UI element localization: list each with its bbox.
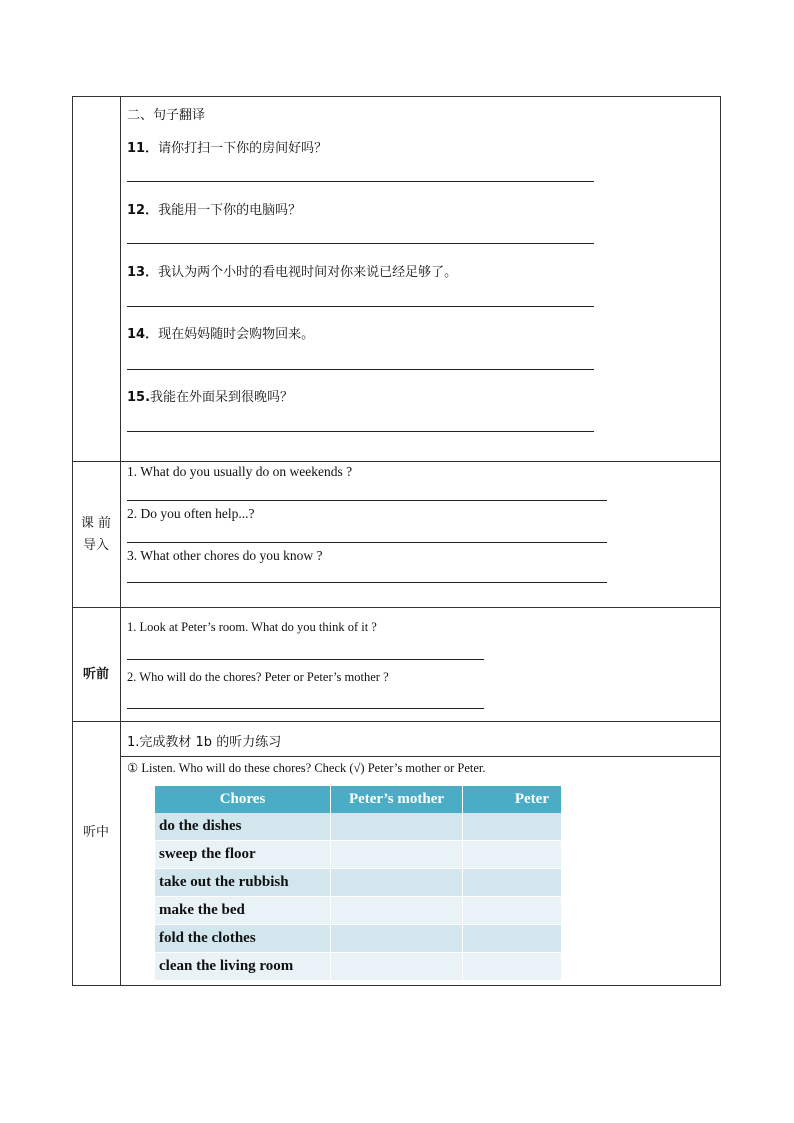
mother-check-cell[interactable]: [331, 953, 463, 981]
table-row: [155, 813, 562, 841]
row-divider: [72, 607, 721, 608]
mother-check-cell[interactable]: [331, 841, 463, 869]
translation-item-11: 11．请你打扫一下你的房间好吗？: [127, 141, 328, 156]
mother-check-cell[interactable]: [331, 869, 463, 897]
mother-check-cell[interactable]: [331, 897, 463, 925]
peter-check-cell[interactable]: [463, 813, 562, 841]
table-row: [155, 869, 562, 897]
header-peter: Peter: [463, 786, 562, 813]
translation-item-14: 14．现在妈妈随时会购物回来。: [127, 327, 315, 342]
chore-cell: make the bed: [155, 897, 331, 925]
listening-instruction: ① Listen. Who will do these chores? Check (√) Peter’s mother or Peter.: [127, 761, 486, 775]
answer-line[interactable]: [127, 369, 594, 370]
answer-line[interactable]: [127, 708, 484, 709]
table-row: [155, 953, 562, 981]
answer-line[interactable]: [127, 243, 594, 244]
mother-check-cell[interactable]: [331, 813, 463, 841]
peter-check-cell[interactable]: [463, 841, 562, 869]
warmup-question-1: 1. What do you usually do on weekends ?: [127, 464, 353, 479]
chore-cell: clean the living room: [155, 953, 331, 981]
translation-item-12: 12．我能用一下你的电脑吗？: [127, 203, 302, 218]
answer-line[interactable]: [127, 659, 484, 660]
answer-line[interactable]: [127, 306, 594, 307]
answer-line[interactable]: [127, 431, 594, 432]
prelisten-label: 听前: [82, 667, 109, 682]
prelisten-question-1: 1. Look at Peter’s room. What do you think of it ?: [127, 620, 377, 634]
translation-item-15: 15.我能在外面呆到很晚吗？: [127, 390, 294, 405]
chore-cell: sweep the floor: [155, 841, 331, 869]
prelisten-question-2: 2. Who will do the chores? Peter or Peter’s mother ?: [127, 670, 389, 684]
column-divider: [120, 96, 121, 986]
header-chores: Chores: [155, 786, 331, 813]
warmup-question-2: 2. Do you often help...?: [127, 506, 255, 521]
header-peters-mother: Peter’s mother: [331, 786, 463, 813]
mother-check-cell[interactable]: [331, 925, 463, 953]
chore-cell: fold the clothes: [155, 925, 331, 953]
table-row: [155, 897, 562, 925]
row-divider: [72, 461, 721, 462]
table-row: [155, 925, 562, 953]
listening-task: 1.完成教材 1b 的听力练习: [127, 735, 282, 750]
translation-item-13: 13．我认为两个小时的看电视时间对你来说已经足够了。: [127, 265, 458, 280]
answer-line[interactable]: [127, 542, 607, 543]
peter-check-cell[interactable]: [463, 953, 562, 981]
translation-heading: 二、句子翻译: [127, 108, 206, 123]
peter-check-cell[interactable]: [463, 897, 562, 925]
peter-check-cell[interactable]: [463, 925, 562, 953]
answer-line[interactable]: [127, 500, 607, 501]
table-row: [155, 841, 562, 869]
whilelisten-label: 听中: [82, 825, 109, 840]
chore-cell: take out the rubbish: [155, 869, 331, 897]
row-divider: [72, 721, 721, 722]
warmup-label: 课 前 导入: [80, 516, 112, 553]
chores-table: [155, 786, 562, 981]
warmup-question-3: 3. What other chores do you know ?: [127, 548, 323, 563]
answer-line[interactable]: [127, 181, 594, 182]
peter-check-cell[interactable]: [463, 869, 562, 897]
answer-line[interactable]: [127, 582, 607, 583]
row-divider: [120, 756, 721, 757]
chore-cell: do the dishes: [155, 813, 331, 841]
table-header-row: [155, 786, 562, 813]
